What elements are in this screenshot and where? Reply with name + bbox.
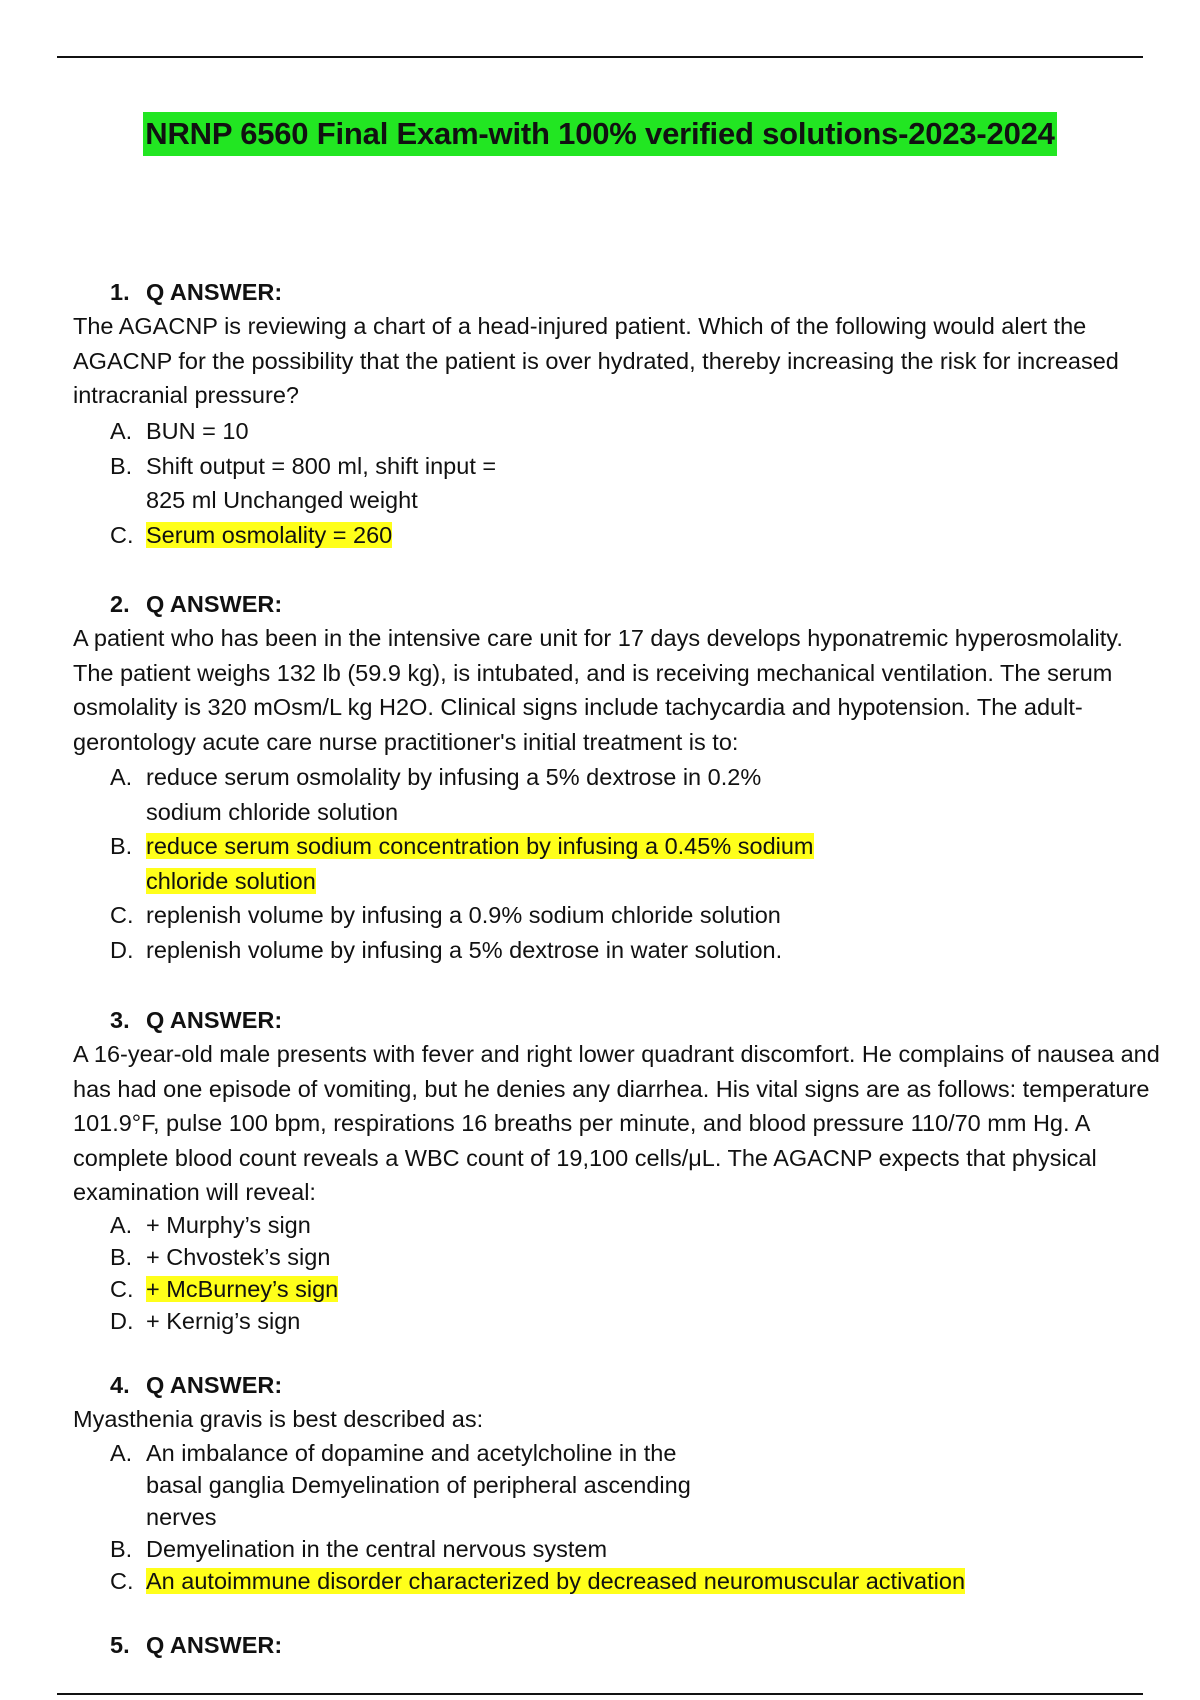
option-a bbox=[110, 760, 1110, 829]
option-letter: A. bbox=[110, 1212, 133, 1238]
option-c bbox=[110, 898, 1110, 933]
question-number: 4. bbox=[110, 1372, 130, 1398]
option-letter: B. bbox=[110, 452, 133, 479]
question-3-options bbox=[110, 1209, 1110, 1337]
correct-answer-highlight-line-1: reduce serum sodium concentration by infusing a 0.45% sodium bbox=[146, 833, 814, 859]
option-letter: D. bbox=[110, 1308, 134, 1334]
question-number: 1. bbox=[110, 279, 130, 305]
option-letter: A. bbox=[110, 764, 133, 790]
option-text: + Chvostek’s sign bbox=[146, 1244, 331, 1270]
option-letter: B. bbox=[110, 1536, 133, 1562]
option-letter: C. bbox=[110, 902, 134, 928]
option-letter: D. bbox=[110, 936, 134, 963]
option-text-line-3: nerves bbox=[146, 1504, 217, 1530]
question-number: 2. bbox=[110, 591, 130, 617]
option-a bbox=[110, 1437, 1110, 1533]
option-letter: C. bbox=[110, 521, 134, 548]
question-number: 5. bbox=[110, 1632, 130, 1658]
option-letter: C. bbox=[110, 1568, 134, 1594]
option-text-line-1: An imbalance of dopamine and acetylcholine in the bbox=[146, 1440, 677, 1466]
question-label: Q ANSWER: bbox=[146, 279, 283, 305]
question-2-options bbox=[110, 760, 1110, 967]
option-c bbox=[110, 1565, 1110, 1597]
question-4-heading bbox=[110, 1370, 282, 1400]
option-text: + Murphy’s sign bbox=[146, 1212, 311, 1238]
option-text-line-1: Shift output = 800 ml, shift input = bbox=[146, 452, 497, 479]
option-b bbox=[110, 1241, 1110, 1273]
option-text: replenish volume by infusing a 0.9% sodium chloride solution bbox=[146, 902, 781, 928]
correct-answer-highlight-line-2: chloride solution bbox=[146, 867, 316, 894]
option-text-line-2: 825 ml Unchanged weight bbox=[146, 487, 418, 513]
question-3-heading bbox=[110, 1005, 282, 1035]
option-c bbox=[110, 1273, 1110, 1305]
question-label: Q ANSWER: bbox=[146, 1007, 283, 1033]
option-a bbox=[110, 414, 1110, 449]
question-1-options bbox=[110, 414, 1110, 552]
question-label: Q ANSWER: bbox=[146, 1372, 283, 1398]
question-4-options bbox=[110, 1437, 1110, 1597]
option-text-line-2: basal ganglia Demyelination of peripheral ascending bbox=[146, 1472, 691, 1498]
question-2-text: A patient who has been in the intensive care unit for 17 days develops hyponatremic hyperosmolality. The patient weighs 132 lb (59.9 kg), is intubated, and is receiving mechanical ventilation. The serum osmolality is 320 mOsm/L kg H2O. Clinical signs include tachycardia and hypotension. The adult-gerontology acute care nurse practitioner's initial treatment is to: bbox=[73, 625, 1123, 755]
option-text-line-1: reduce serum osmolality by infusing a 5% dextrose in 0.2% bbox=[146, 764, 762, 790]
option-b bbox=[110, 449, 1110, 518]
option-c bbox=[110, 518, 1110, 553]
correct-answer-highlight: An autoimmune disorder characterized by decreased neuromuscular activation bbox=[146, 1568, 966, 1594]
option-letter: B. bbox=[110, 833, 133, 859]
question-2-heading bbox=[110, 589, 282, 619]
option-letter: A. bbox=[110, 418, 133, 444]
question-number: 3. bbox=[110, 1007, 130, 1033]
question-1-heading bbox=[110, 277, 282, 307]
option-text-line-2: sodium chloride solution bbox=[146, 798, 399, 825]
question-label: Q ANSWER: bbox=[146, 1632, 283, 1658]
question-1-text: The AGACNP is reviewing a chart of a head-injured patient. Which of the following would alert the AGACNP for the possibility that the patient is over hydrated, thereby increasing the risk for increased intracranial pressure? bbox=[73, 313, 1119, 408]
question-label: Q ANSWER: bbox=[146, 591, 283, 617]
bottom-rule bbox=[57, 1693, 1143, 1695]
option-letter: A. bbox=[110, 1440, 133, 1466]
option-letter: B. bbox=[110, 1244, 133, 1270]
option-d bbox=[110, 1305, 1110, 1337]
option-letter: C. bbox=[110, 1276, 134, 1302]
option-d bbox=[110, 933, 1110, 968]
option-text: + Kernig’s sign bbox=[146, 1308, 301, 1334]
option-text: replenish volume by infusing a 5% dextrose in water solution. bbox=[146, 936, 783, 963]
option-b bbox=[110, 1533, 1110, 1565]
option-text: BUN = 10 bbox=[146, 418, 249, 444]
question-4-text: Myasthenia gravis is best described as: bbox=[73, 1406, 484, 1432]
option-b bbox=[110, 829, 1110, 898]
option-a bbox=[110, 1209, 1110, 1241]
top-rule bbox=[57, 56, 1143, 58]
title-container bbox=[0, 112, 1200, 156]
question-3-text: A 16-year-old male presents with fever and right lower quadrant discomfort. He complains of nausea and has had one episode of vomiting, but he denies any diarrhea. His vital signs are as follows: temperature 101.9°F, pulse 100 bpm, respirations 16 breaths per minute, and blood pressure 110/70 mm Hg. A complete blood count reveals a WBC count of 19,100 cells/μL. The AGACNP expects that physical examination will reveal: bbox=[73, 1041, 1160, 1205]
correct-answer-highlight: Serum osmolality = 260 bbox=[146, 521, 393, 548]
question-5-heading bbox=[110, 1630, 282, 1660]
option-text: Demyelination in the central nervous system bbox=[146, 1536, 608, 1562]
document-title: NRNP 6560 Final Exam-with 100% verified solutions-2023-2024 bbox=[143, 112, 1056, 156]
correct-answer-highlight: + McBurney’s sign bbox=[146, 1276, 339, 1302]
